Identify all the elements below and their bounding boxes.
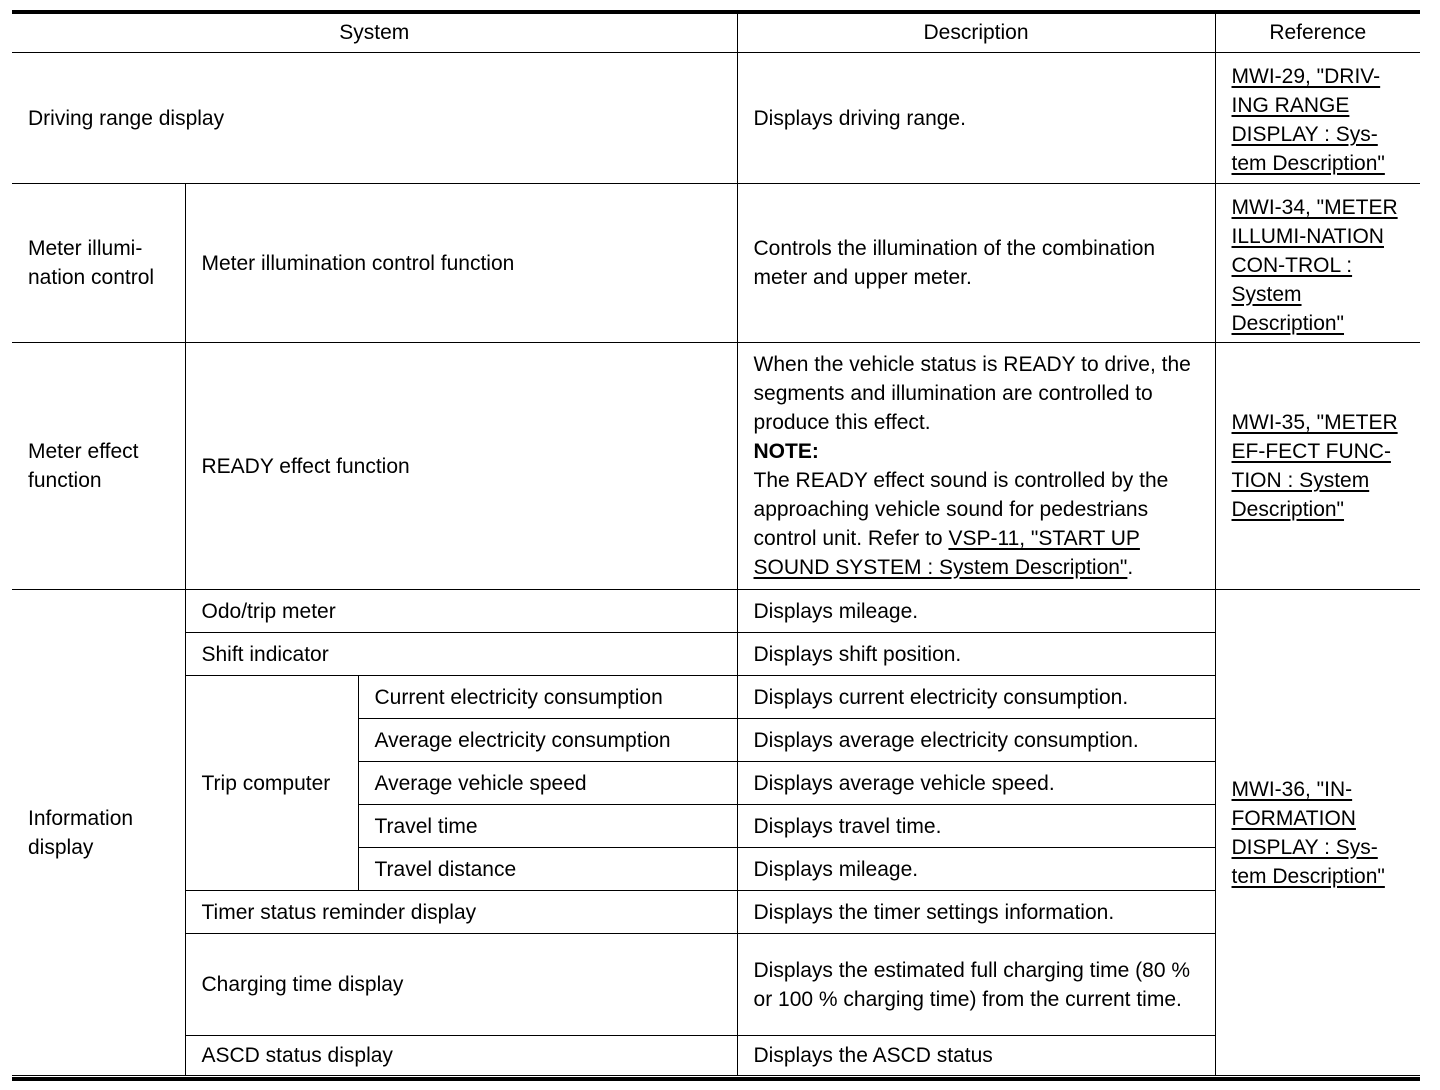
header-system: System [12,12,737,53]
note-end: . [1127,556,1134,579]
driving-range-system: Driving range display [12,53,737,184]
table-row [12,934,1420,1036]
table-bottom-rule [12,1077,1420,1081]
table-header-row [12,12,1420,53]
info-reference-link[interactable]: MWI-36, "IN-FORMATION DISPLAY : Sys-tem Description" [1231,777,1385,888]
trip-item-name: Current electricity consumption [358,676,737,719]
meter-illum-description: Controls the illumination of the combination meter and upper meter. [737,184,1215,343]
trip-item-name: Travel time [358,805,737,848]
info-charging-function: Charging time display [185,934,737,1036]
meter-effect-function: READY effect function [185,343,737,590]
trip-computer-label: Trip computer [185,676,358,891]
header-reference: Reference [1215,12,1420,53]
meter-effect-reference-cell [1215,343,1420,590]
table-row [12,343,1420,590]
info-odo-function: Odo/trip meter [185,590,737,633]
table-row [12,1036,1420,1076]
meter-effect-system: Meter effect function [12,343,185,590]
table-row [12,633,1420,676]
note-body [754,466,1201,582]
table-row [12,891,1420,934]
note-label: NOTE: [753,440,819,463]
trip-item-name: Average electricity consumption [358,719,737,762]
trip-item-name: Average vehicle speed [358,762,737,805]
trip-item-description: Displays current electricity consumption. [737,676,1215,719]
meter-illum-reference-link[interactable]: MWI-34, "METER ILLUMI-NATION CON-TROL : System Description" [1231,195,1398,335]
header-description: Description [737,12,1215,53]
info-odo-description: Displays mileage. [737,590,1215,633]
trip-item-description: Displays average electricity consumption. [737,719,1215,762]
driving-range-reference-link[interactable]: MWI-29, "DRIV-ING RANGE DISPLAY : Sys-tem Description" [1231,65,1385,175]
trip-item-description: Displays average vehicle speed. [737,762,1215,805]
info-ascd-description: Displays the ASCD status [737,1036,1215,1076]
info-reference-cell [1215,590,1420,1076]
meter-effect-description: When the vehicle status is READY to drive, the segments and illumination are controlled to produce this effect. [753,353,1191,434]
meter-illum-system: Meter illumi-nation control [12,184,185,343]
info-shift-function: Shift indicator [185,633,737,676]
meter-illum-reference-cell [1215,184,1420,343]
info-system: Information display [12,590,185,1076]
table-row [12,676,1420,719]
table-row [12,53,1420,184]
meter-illum-function: Meter illumination control function [185,184,737,343]
info-timer-description: Displays the timer settings information. [737,891,1215,934]
info-timer-function: Timer status reminder display [185,891,737,934]
info-charging-description: Displays the estimated full charging time (80 % or 100 % charging time) from the current time. [737,934,1215,1036]
driving-range-reference-cell [1215,53,1420,184]
driving-range-description: Displays driving range. [737,53,1215,184]
table-row [12,590,1420,633]
trip-item-name: Travel distance [358,848,737,891]
note-text: The READY effect sound is controlled by the approaching vehicle sound for pedestrians control unit. Refer to [753,469,1169,550]
meter-effect-description-cell [737,343,1215,590]
table-row [12,184,1420,343]
info-ascd-function: ASCD status display [185,1036,737,1076]
vsp-11-link[interactable]: VSP-11, "START UP SOUND SYSTEM : System Description" [753,527,1140,579]
system-spec-table [12,12,1420,1076]
spec-table-container [12,12,1420,1076]
trip-item-description: Displays mileage. [737,848,1215,891]
meter-effect-reference-link[interactable]: MWI-35, "METER EF-FECT FUNC-TION : System Description" [1231,411,1398,521]
trip-item-description: Displays travel time. [737,805,1215,848]
info-shift-description: Displays shift position. [737,633,1215,676]
